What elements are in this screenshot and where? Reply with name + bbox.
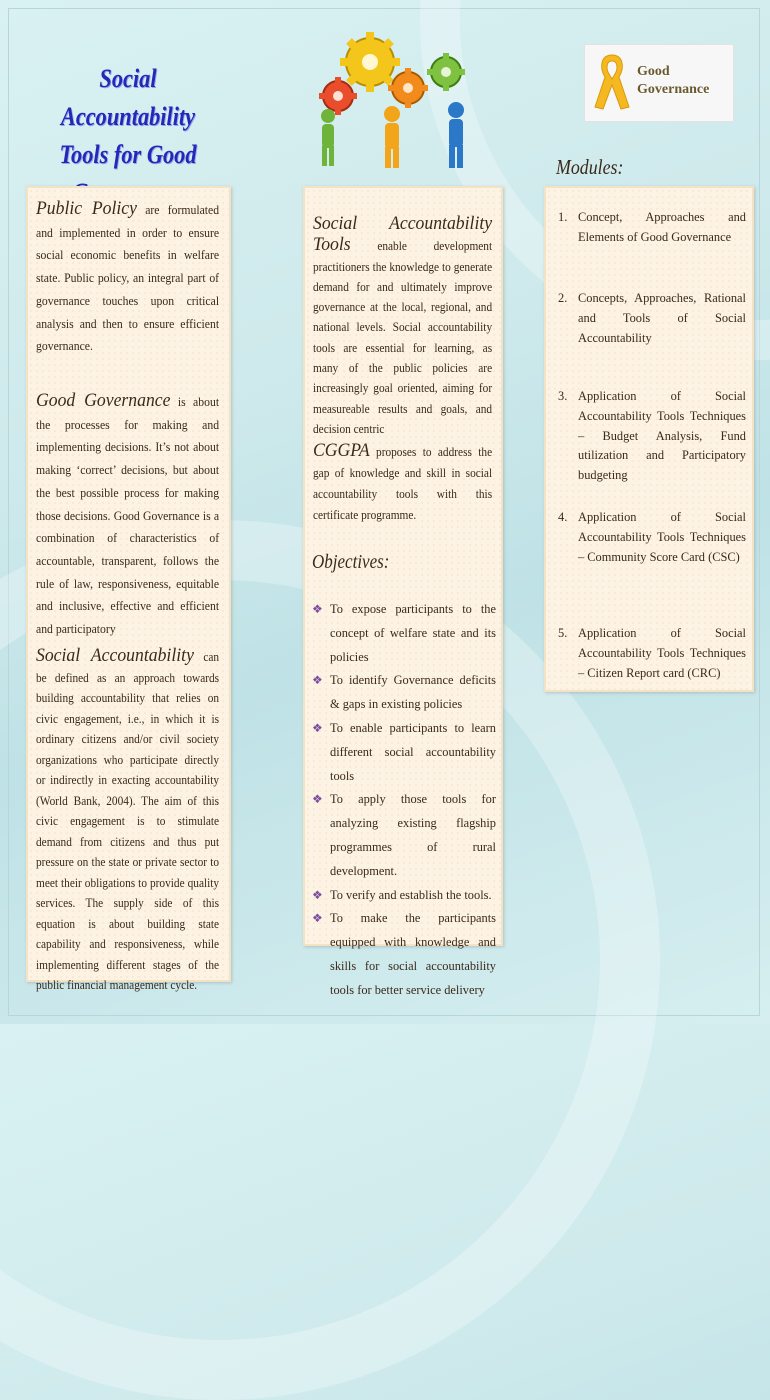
title-line-1: Social Accountability [60,64,196,131]
public-policy-paragraph [36,198,220,358]
good-governance-paragraph [36,390,220,641]
person-figure-icon [384,106,400,168]
module-item [558,208,746,248]
social-accountability-lead: Social Accountability [36,645,194,666]
list-item: ❖ To verify and establish the tools. [312,884,496,908]
cggpa-text: proposes to address the gap of knowledge and skill in social accountability tools with this certificate programme. [313,445,493,522]
good-governance-logo [584,44,734,122]
good-governance-text: is about the processes for making and implementing decisions. It’s not about making ‘correct’ decisions, but about the best possible process for making those decisions. Good Governance is a combination of characteristics of accountable, transparent, follows the rule of law, responsiveness, equitable and inclusive, effective and efficient and participatory [36,395,220,637]
diamond-bullet-icon: ❖ [312,673,323,688]
title-line-2: Tools for Good [59,140,197,169]
tools-text: enable development practitioners the knowledge to generate demand for and ultimately improve governance at the local, regional, and national levels. Social accountability tools are essential for learning, as many of the public policies are increasingly goal oriented, aiming for measureable results and goals, and decision centric [313,239,493,436]
list-item: ❖ To enable participants to learn different social accountability tools [312,717,496,788]
logo-line-2: Governance [637,82,710,97]
diamond-bullet-icon: ❖ [312,602,323,616]
module-item [558,387,746,486]
module-number: 3. [558,389,568,403]
logo-text [637,63,709,99]
module-text: Application of Social Accountability Tools Techniques – Citizen Report card (CRC) [578,626,746,680]
list-item: ❖ To apply those tools for analyzing existing flagship programmes of rural development. [312,788,496,883]
logo-line-1: Good [637,64,670,79]
person-figure-icon [448,102,464,168]
module-text: Concept, Approaches and Elements of Good Governance [578,210,746,244]
diamond-bullet-icon: ❖ [312,887,323,902]
cggpa-paragraph [313,440,493,526]
awareness-ribbon-icon [591,51,633,113]
gear-icon [427,53,465,91]
module-text: Application of Social Accountability Tools Techniques – Community Score Card (CSC) [578,510,746,564]
objectives-heading: Objectives: [312,551,390,573]
person-figure-icon [321,109,335,166]
good-governance-lead: Good Governance [36,390,171,411]
people-lifting-gears-illustration [300,20,480,170]
module-item [558,289,746,348]
list-item: ❖ To make the participants equipped with knowledge and skills for social accountability tools for better service delivery [312,907,496,1002]
module-item [558,508,746,567]
social-accountability-paragraph [36,646,220,996]
social-accountability-text: can be defined as an approach towards building accountability that relies on civic engagement, i.e., in which it is ordinary citizens and/or civil society organizations who participate directly or indirectly in exacting accountability (World Bank, 2004). The aim of this civic engagement is to stimulate demand from citizens and thus put pressure on the state or private sector to meet their obligations to provide quality services. The supply side of this equation is about building state capability and responsiveness, while implementing different stages of the public financial management cycle. [36,650,220,992]
module-number: 1. [558,210,568,224]
gear-icon [340,32,400,92]
module-number: 2. [558,291,568,305]
tools-paragraph [313,214,493,439]
diamond-bullet-icon: ❖ [312,720,323,735]
module-text: Concepts, Approaches, Rational and Tools of Social Accountability [578,291,746,345]
objectives-list [312,598,496,1003]
module-text: Application of Social Accountability Tools Techniques – Budget Analysis, Fund utilization and Participatory budgeting [578,389,746,483]
modules-heading: Modules: [556,155,624,179]
diamond-bullet-icon: ❖ [312,792,323,807]
diamond-bullet-icon: ❖ [312,911,323,926]
tools-lead: Social Accountability Tools [313,213,493,256]
module-item [558,624,746,683]
list-item: ❖ To expose participants to the concept of welfare state and its policies [312,598,496,669]
list-item: ❖ To identify Governance deficits & gaps in existing policies [312,669,496,717]
module-number: 5. [558,626,568,640]
module-number: 4. [558,510,568,524]
public-policy-text: are formulated and implemented in order to ensure social economic benefits in welfare state. Public policy, an integral part of governance touches upon critical analysis and then to ensure efficient governance. [36,203,220,354]
cggpa-lead: CGGPA [313,440,370,461]
public-policy-lead: Public Policy [36,198,137,219]
gear-icon [388,68,428,108]
